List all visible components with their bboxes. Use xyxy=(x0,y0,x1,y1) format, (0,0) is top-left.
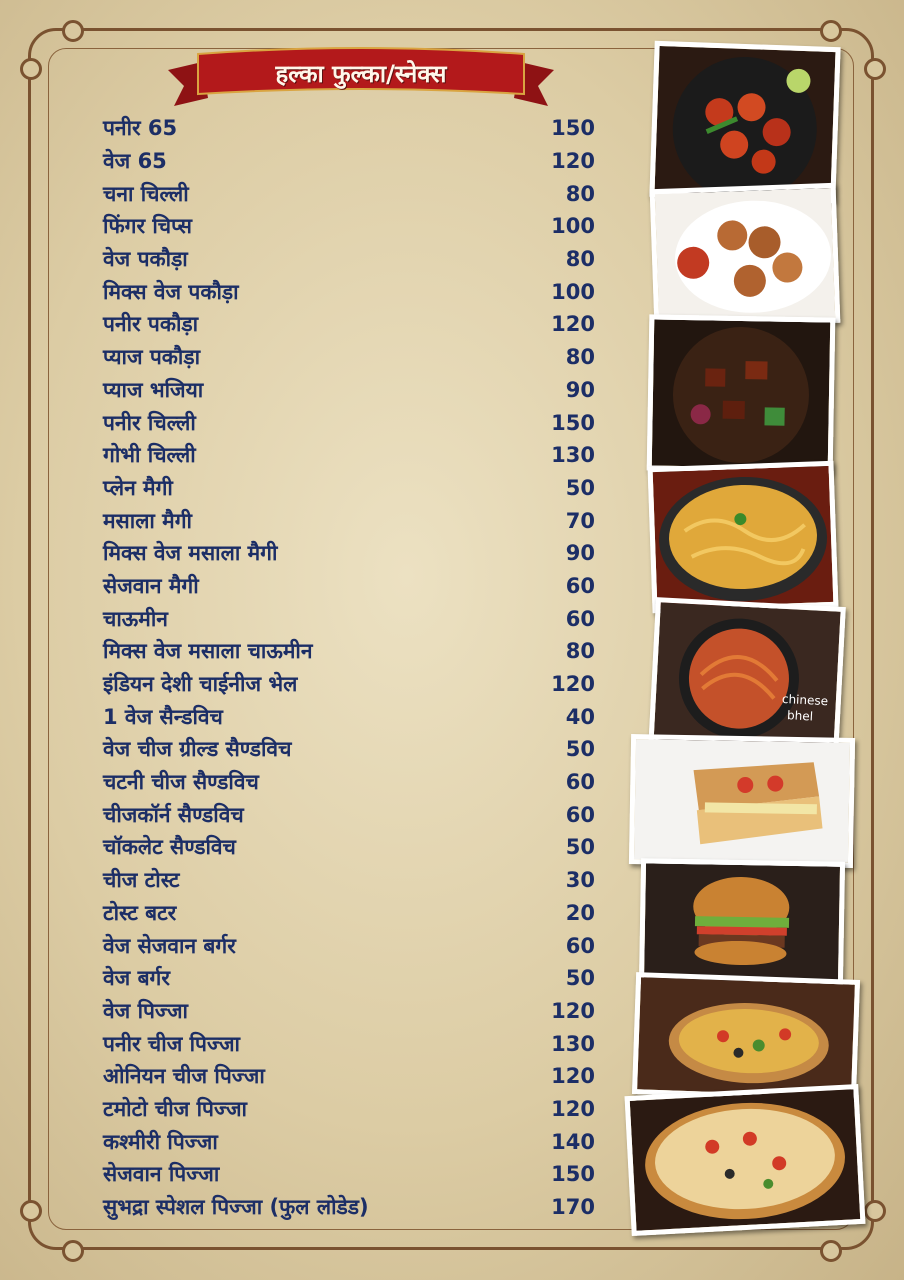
menu-item xyxy=(103,112,595,145)
menu-item-name: वेज 65 xyxy=(103,149,167,174)
menu-item-name: प्याज पकौड़ा xyxy=(103,345,201,370)
menu-item-name: मिक्स वेज मसाला मैगी xyxy=(103,541,278,566)
menu-item-price: 120 xyxy=(551,149,595,174)
menu-item-price: 120 xyxy=(551,312,595,337)
menu-item-name: पनीर 65 xyxy=(103,116,178,141)
burger-photo xyxy=(639,858,845,988)
corner-ornament-br xyxy=(864,1200,886,1222)
menu-item-price: 100 xyxy=(551,214,595,239)
menu-item-name: चीज टोस्ट xyxy=(103,868,180,893)
menu-item-price: 20 xyxy=(565,900,595,925)
menu-item-price: 80 xyxy=(565,345,595,370)
menu-item-price: 30 xyxy=(565,868,595,893)
menu-item-price: 60 xyxy=(565,573,595,598)
menu-item xyxy=(103,210,595,243)
menu-item-name: ओनियन चीज पिज्जा xyxy=(103,1064,265,1089)
menu-item xyxy=(103,897,595,930)
menu-item-name: सेजवान पिज्जा xyxy=(103,1162,220,1187)
menu-item-name: इंडियन देशी चाईनीज भेल xyxy=(103,672,298,697)
chilli-photo xyxy=(647,314,836,473)
corner-ornament-tl xyxy=(20,58,42,80)
menu-item xyxy=(103,1191,595,1224)
menu-item-price: 70 xyxy=(565,508,595,533)
menu-item-name: प्लेन मैगी xyxy=(103,475,173,500)
menu-item-name: वेज चीज ग्रील्ड सैण्डविच xyxy=(103,737,292,762)
menu-item-price: 60 xyxy=(565,606,595,631)
menu-item-name: टमोटो चीज पिज्जा xyxy=(103,1096,247,1121)
menu-item xyxy=(103,374,595,407)
menu-item xyxy=(103,1060,595,1093)
menu-item xyxy=(103,700,595,733)
corner-ornament-tl2 xyxy=(62,20,84,42)
corner-ornament-bl xyxy=(20,1200,42,1222)
menu-item xyxy=(103,243,595,276)
corner-ornament-bl2 xyxy=(62,1240,84,1262)
menu-item xyxy=(103,177,595,210)
loaded-pizza-photo xyxy=(624,1084,865,1236)
corner-ornament-br2 xyxy=(820,1240,842,1262)
menu-item-name: प्याज भजिया xyxy=(103,377,204,402)
menu-item-name: चना चिल्ली xyxy=(103,181,189,206)
menu-list xyxy=(103,112,595,1223)
menu-item-price: 50 xyxy=(565,966,595,991)
corner-ornament-tr xyxy=(864,58,886,80)
menu-item xyxy=(103,341,595,374)
section-title: हल्का फुल्का/स्नेक्स xyxy=(275,60,447,88)
menu-item-name: चटनी चीज सैण्डविच xyxy=(103,770,259,795)
pakoda-photo xyxy=(650,183,841,329)
menu-item-name: वेज बर्गर xyxy=(103,966,170,991)
menu-item-price: 100 xyxy=(551,279,595,304)
menu-item-name: फिंगर चिप्स xyxy=(103,214,192,239)
menu-item-price: 50 xyxy=(565,475,595,500)
menu-item xyxy=(103,864,595,897)
menu-item-price: 120 xyxy=(551,1064,595,1089)
menu-item-price: 120 xyxy=(551,672,595,697)
menu-item-price: 150 xyxy=(551,116,595,141)
menu-item-price: 120 xyxy=(551,998,595,1023)
menu-item-price: 130 xyxy=(551,1031,595,1056)
maggi-photo xyxy=(648,461,839,613)
menu-item-price: 40 xyxy=(565,704,595,729)
menu-item-price: 150 xyxy=(551,1162,595,1187)
menu-item xyxy=(103,537,595,570)
menu-item xyxy=(103,831,595,864)
menu-item-price: 130 xyxy=(551,443,595,468)
svg-text:bhel: bhel xyxy=(786,708,814,724)
menu-item-name: मिक्स वेज मसाला चाऊमीन xyxy=(103,639,313,664)
menu-item-name: सेजवान मैगी xyxy=(103,573,199,598)
menu-item-name: टोस्ट बटर xyxy=(103,900,177,925)
menu-item xyxy=(103,798,595,831)
menu-item-name: पनीर पकौड़ा xyxy=(103,312,199,337)
menu-item xyxy=(103,308,595,341)
menu-item-name: चाऊमीन xyxy=(103,606,168,631)
menu-item-price: 120 xyxy=(551,1096,595,1121)
menu-item xyxy=(103,275,595,308)
menu-item xyxy=(103,766,595,799)
menu-item-name: गोभी चिल्ली xyxy=(103,443,196,468)
menu-item xyxy=(103,635,595,668)
menu-item xyxy=(103,733,595,766)
menu-item xyxy=(103,1093,595,1126)
menu-item-name: वेज सेजवान बर्गर xyxy=(103,933,236,958)
menu-item-name: कश्मीरी पिज्जा xyxy=(103,1129,218,1154)
menu-item xyxy=(103,962,595,995)
menu-item xyxy=(103,668,595,701)
menu-item xyxy=(103,439,595,472)
menu-item xyxy=(103,1125,595,1158)
menu-item-name: चीजकॉर्न सैण्डविच xyxy=(103,802,244,827)
menu-item-price: 60 xyxy=(565,933,595,958)
menu-item xyxy=(103,504,595,537)
menu-item-price: 150 xyxy=(551,410,595,435)
menu-item-price: 80 xyxy=(565,639,595,664)
svg-text:chinese: chinese xyxy=(781,691,829,709)
menu-item-price: 80 xyxy=(565,181,595,206)
menu-item-price: 60 xyxy=(565,802,595,827)
sandwich-photo xyxy=(629,734,855,868)
menu-item xyxy=(103,570,595,603)
veg-pizza-photo xyxy=(632,972,860,1102)
menu-item-name: पनीर चीज पिज्जा xyxy=(103,1031,240,1056)
menu-item-name: 1 वेज सैन्डविच xyxy=(103,704,223,729)
menu-item-name: वेज पकौड़ा xyxy=(103,247,188,272)
menu-item-price: 50 xyxy=(565,737,595,762)
menu-item-name: मसाला मैगी xyxy=(103,508,193,533)
menu-item-price: 60 xyxy=(565,770,595,795)
menu-item xyxy=(103,406,595,439)
menu-item-price: 90 xyxy=(565,377,595,402)
corner-ornament-tr2 xyxy=(820,20,842,42)
menu-item-name: मिक्स वेज पकौड़ा xyxy=(103,279,239,304)
menu-item-name: वेज पिज्जा xyxy=(103,998,188,1023)
menu-item-name: पनीर चिल्ली xyxy=(103,410,196,435)
menu-item-price: 50 xyxy=(565,835,595,860)
paneer-65-photo xyxy=(649,41,840,203)
menu-item xyxy=(103,602,595,635)
menu-item xyxy=(103,145,595,178)
menu-item-price: 90 xyxy=(565,541,595,566)
menu-item xyxy=(103,1027,595,1060)
menu-item xyxy=(103,1158,595,1191)
menu-item-price: 140 xyxy=(551,1129,595,1154)
menu-item-name: सुभद्रा स्पेशल पिज्जा (फुल लोडेड) xyxy=(103,1195,369,1220)
menu-item-price: 170 xyxy=(551,1195,595,1220)
menu-item xyxy=(103,929,595,962)
menu-item-name: चॉकलेट सैण्डविच xyxy=(103,835,236,860)
menu-item xyxy=(103,472,595,505)
menu-item-price: 80 xyxy=(565,247,595,272)
menu-item xyxy=(103,995,595,1028)
